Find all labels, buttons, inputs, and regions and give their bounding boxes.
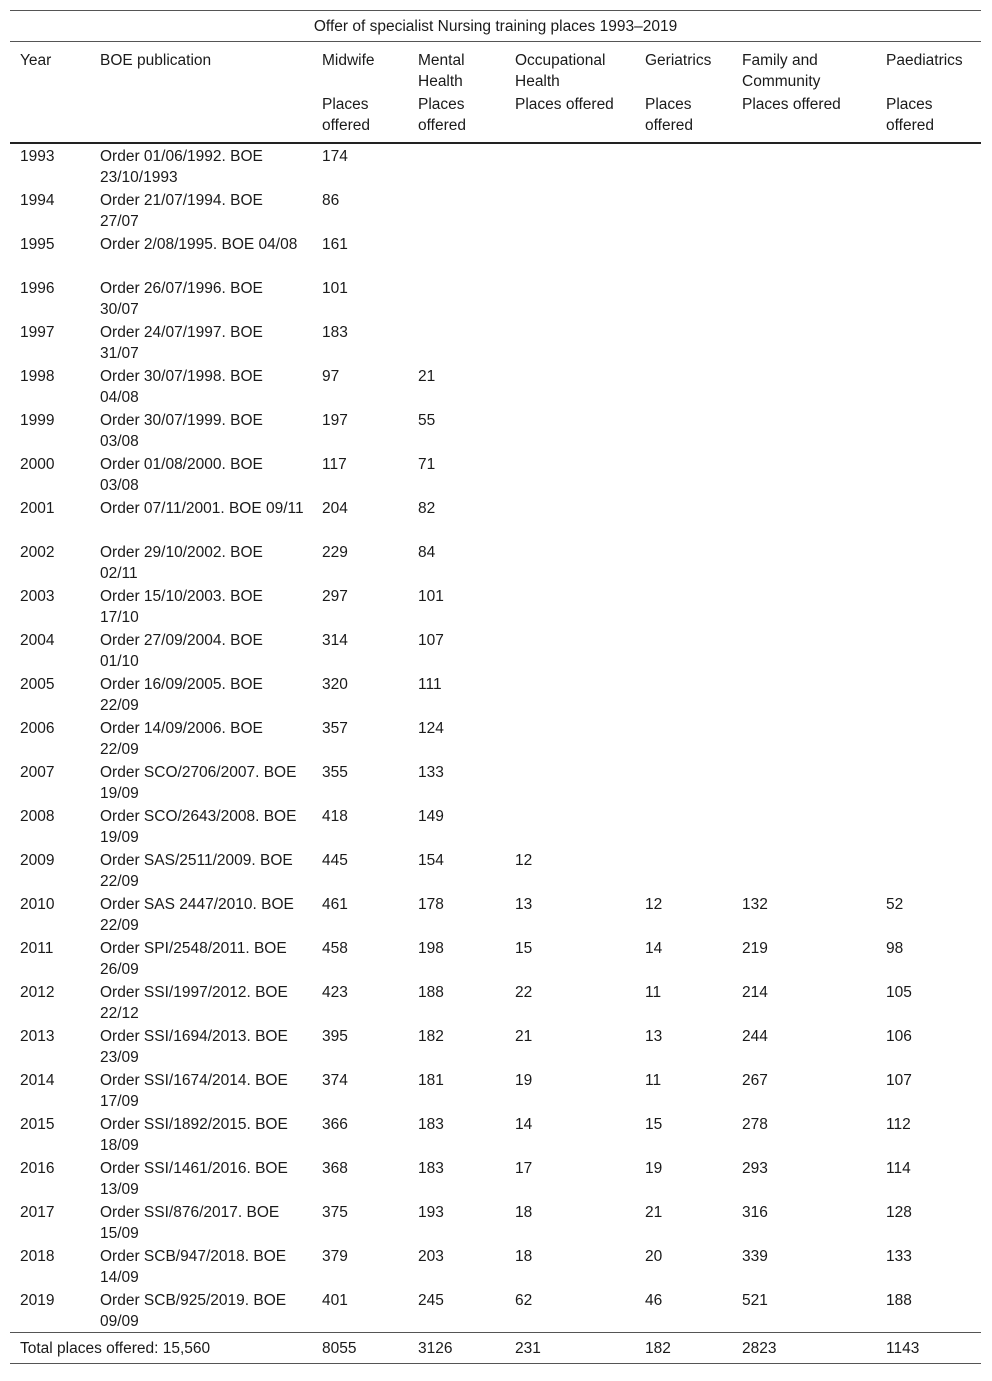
cell-occupational-health [505, 628, 635, 672]
cell-occupational-health [505, 276, 635, 320]
subheader-places-offered: Places offered [408, 92, 505, 143]
cell-geriatrics: 11 [645, 1072, 662, 1089]
cell-mental-health: 107 [418, 632, 444, 649]
cell-family-community [732, 584, 876, 628]
cell-boe-publication: Order SAS/2511/2009. BOE 22/09 [100, 852, 293, 890]
cell-occupational-health [505, 672, 635, 716]
table-row [10, 540, 981, 584]
cell-year: 2002 [20, 544, 55, 561]
cell-family-community [732, 848, 876, 892]
cell-mental-health: 203 [418, 1248, 444, 1265]
cell-geriatrics [635, 188, 732, 232]
total-occupational-health: 231 [505, 1333, 635, 1364]
cell-mental-health: 183 [418, 1160, 444, 1177]
table-row [10, 232, 981, 276]
cell-family-community [732, 364, 876, 408]
cell-family-community [732, 232, 876, 276]
table-row [10, 364, 981, 408]
cell-boe-publication: Order 27/09/2004. BOE 01/10 [100, 632, 263, 670]
cell-midwife: 355 [322, 764, 348, 781]
cell-geriatrics [635, 364, 732, 408]
cell-boe-publication: Order SSI/1892/2015. BOE 18/09 [100, 1116, 288, 1154]
cell-boe-publication: Order SSI/876/2017. BOE 15/09 [100, 1204, 280, 1242]
cell-family-community: 267 [742, 1072, 768, 1089]
cell-family-community [732, 188, 876, 232]
cell-midwife: 374 [322, 1072, 348, 1089]
cell-occupational-health: 18 [515, 1204, 533, 1221]
cell-family-community [732, 408, 876, 452]
cell-midwife: 86 [322, 192, 340, 209]
cell-paediatrics [876, 804, 981, 848]
table-body [10, 143, 981, 1333]
cell-mental-health [408, 143, 505, 188]
header-occupational-health: Occupational Health [515, 52, 606, 90]
cell-boe-publication: Order SCO/2706/2007. BOE 19/09 [100, 764, 297, 802]
header-row [10, 42, 981, 93]
cell-geriatrics: 13 [645, 1028, 663, 1045]
cell-year: 1993 [20, 148, 55, 165]
table-row [10, 672, 981, 716]
cell-occupational-health: 19 [515, 1072, 533, 1089]
cell-midwife: 204 [322, 500, 348, 517]
cell-family-community: 219 [742, 940, 768, 957]
table-row [10, 848, 981, 892]
cell-paediatrics: 112 [886, 1116, 911, 1133]
cell-paediatrics: 106 [886, 1028, 912, 1045]
cell-boe-publication: Order 29/10/2002. BOE 02/11 [100, 544, 263, 582]
cell-year: 2003 [20, 588, 55, 605]
cell-year: 2013 [20, 1028, 55, 1045]
cell-boe-publication: Order SCO/2643/2008. BOE 19/09 [100, 808, 297, 846]
cell-geriatrics [635, 408, 732, 452]
total-label: Total places offered: 15,560 [10, 1333, 312, 1364]
table-row [10, 804, 981, 848]
cell-boe-publication: Order SSI/1461/2016. BOE 13/09 [100, 1160, 288, 1198]
cell-year: 2005 [20, 676, 55, 693]
table-row [10, 1288, 981, 1333]
cell-family-community [732, 143, 876, 188]
cell-paediatrics [876, 672, 981, 716]
cell-paediatrics [876, 628, 981, 672]
cell-geriatrics [635, 628, 732, 672]
cell-midwife: 161 [322, 236, 348, 253]
cell-year: 2015 [20, 1116, 55, 1133]
cell-family-community: 214 [742, 984, 768, 1001]
cell-occupational-health: 62 [515, 1292, 533, 1309]
table-container [10, 10, 981, 1364]
cell-geriatrics: 20 [645, 1248, 663, 1265]
cell-mental-health: 111 [418, 676, 442, 693]
table-row [10, 188, 981, 232]
cell-midwife: 174 [322, 148, 348, 165]
cell-boe-publication: Order 01/06/1992. BOE 23/10/1993 [100, 148, 263, 186]
total-family-community: 2823 [732, 1333, 876, 1364]
total-row [10, 1333, 981, 1364]
cell-geriatrics: 11 [645, 984, 662, 1001]
cell-boe-publication: Order SSI/1674/2014. BOE 17/09 [100, 1072, 288, 1110]
cell-family-community: 278 [742, 1116, 768, 1133]
cell-geriatrics: 15 [645, 1116, 663, 1133]
cell-family-community [732, 716, 876, 760]
table-row [10, 628, 981, 672]
cell-midwife: 183 [322, 324, 348, 341]
cell-mental-health: 55 [418, 412, 436, 429]
subheader-row [10, 92, 981, 143]
cell-geriatrics: 46 [645, 1292, 663, 1309]
cell-occupational-health [505, 408, 635, 452]
cell-occupational-health [505, 452, 635, 496]
subheader-places-offered: Places offered [312, 92, 408, 143]
cell-paediatrics [876, 320, 981, 364]
table-row [10, 1024, 981, 1068]
cell-year: 2004 [20, 632, 55, 649]
cell-year: 1999 [20, 412, 55, 429]
cell-boe-publication: Order 01/08/2000. BOE 03/08 [100, 456, 263, 494]
table-row [10, 496, 981, 540]
cell-midwife: 375 [322, 1204, 348, 1221]
cell-boe-publication: Order 30/07/1998. BOE 04/08 [100, 368, 263, 406]
cell-occupational-health: 15 [515, 940, 533, 957]
table-row [10, 408, 981, 452]
table-row [10, 584, 981, 628]
cell-family-community [732, 672, 876, 716]
subheader-empty [10, 92, 90, 143]
cell-mental-health: 84 [418, 544, 436, 561]
cell-geriatrics: 21 [645, 1204, 663, 1221]
cell-paediatrics [876, 276, 981, 320]
table-row [10, 276, 981, 320]
cell-midwife: 368 [322, 1160, 348, 1177]
specialist-training-table [10, 10, 981, 1364]
table-row [10, 1244, 981, 1288]
cell-geriatrics [635, 452, 732, 496]
cell-family-community: 316 [742, 1204, 768, 1221]
cell-occupational-health: 21 [515, 1028, 533, 1045]
cell-geriatrics [635, 672, 732, 716]
header-midwife: Midwife [322, 52, 375, 69]
cell-geriatrics [635, 716, 732, 760]
cell-occupational-health: 14 [515, 1116, 533, 1133]
cell-year: 2010 [20, 896, 55, 913]
cell-geriatrics [635, 276, 732, 320]
cell-boe-publication: Order 26/07/1996. BOE 30/07 [100, 280, 263, 318]
cell-family-community: 521 [742, 1292, 768, 1309]
cell-mental-health [408, 232, 505, 276]
cell-paediatrics [876, 143, 981, 188]
header-year: Year [20, 52, 52, 69]
cell-geriatrics [635, 540, 732, 584]
cell-boe-publication: Order SCB/925/2019. BOE 09/09 [100, 1292, 287, 1330]
cell-geriatrics: 14 [645, 940, 663, 957]
cell-boe-publication: Order 30/07/1999. BOE 03/08 [100, 412, 263, 450]
cell-geriatrics [635, 760, 732, 804]
cell-year: 2016 [20, 1160, 55, 1177]
cell-geriatrics [635, 320, 732, 364]
cell-mental-health: 183 [418, 1116, 444, 1133]
cell-geriatrics [635, 804, 732, 848]
cell-boe-publication: Order SAS 2447/2010. BOE 22/09 [100, 896, 294, 934]
cell-occupational-health [505, 540, 635, 584]
total-mental-health: 3126 [408, 1333, 505, 1364]
table-title: Offer of specialist Nursing training places 1993–2019 [10, 11, 981, 42]
header-mental-health: Mental Health [418, 52, 465, 90]
table-row [10, 1200, 981, 1244]
cell-midwife: 297 [322, 588, 348, 605]
table-row [10, 892, 981, 936]
cell-paediatrics: 107 [886, 1072, 912, 1089]
cell-boe-publication: Order SCB/947/2018. BOE 14/09 [100, 1248, 287, 1286]
cell-mental-health: 21 [418, 368, 436, 385]
cell-midwife: 458 [322, 940, 348, 957]
cell-paediatrics [876, 716, 981, 760]
cell-occupational-health: 18 [515, 1248, 533, 1265]
cell-occupational-health: 22 [515, 984, 533, 1001]
table-row [10, 1156, 981, 1200]
header-boe: BOE publication [100, 52, 212, 69]
cell-year: 1998 [20, 368, 55, 385]
subheader-places-offered: Places offered [876, 92, 981, 143]
cell-occupational-health [505, 364, 635, 408]
cell-family-community [732, 628, 876, 672]
cell-paediatrics [876, 364, 981, 408]
cell-mental-health: 181 [418, 1072, 444, 1089]
cell-paediatrics [876, 232, 981, 276]
cell-boe-publication: Order 07/11/2001. BOE 09/11 [100, 500, 304, 517]
cell-geriatrics [635, 584, 732, 628]
cell-mental-health [408, 276, 505, 320]
subheader-places-offered: Places offered [505, 92, 635, 143]
cell-boe-publication: Order 24/07/1997. BOE 31/07 [100, 324, 263, 362]
cell-paediatrics [876, 760, 981, 804]
cell-year: 2001 [20, 500, 55, 517]
total-midwife: 8055 [312, 1333, 408, 1364]
header-paediatrics: Paediatrics [886, 52, 963, 69]
cell-boe-publication: Order 15/10/2003. BOE 17/10 [100, 588, 263, 626]
cell-paediatrics: 128 [886, 1204, 912, 1221]
cell-family-community: 132 [742, 896, 768, 913]
cell-midwife: 320 [322, 676, 348, 693]
cell-mental-health: 124 [418, 720, 444, 737]
cell-geriatrics [635, 496, 732, 540]
cell-occupational-health [505, 716, 635, 760]
cell-year: 1995 [20, 236, 55, 253]
cell-year: 2019 [20, 1292, 55, 1309]
cell-mental-health: 245 [418, 1292, 444, 1309]
cell-midwife: 101 [322, 280, 348, 297]
cell-paediatrics [876, 188, 981, 232]
cell-geriatrics [635, 848, 732, 892]
table-title-row [10, 11, 981, 42]
cell-mental-health [408, 188, 505, 232]
cell-boe-publication: Order 21/07/1994. BOE 27/07 [100, 192, 263, 230]
cell-midwife: 229 [322, 544, 348, 561]
cell-paediatrics [876, 408, 981, 452]
cell-geriatrics [635, 143, 732, 188]
cell-family-community [732, 760, 876, 804]
cell-paediatrics: 188 [886, 1292, 912, 1309]
cell-family-community [732, 496, 876, 540]
cell-midwife: 117 [322, 456, 347, 473]
cell-paediatrics: 105 [886, 984, 912, 1001]
cell-occupational-health [505, 320, 635, 364]
table-row [10, 760, 981, 804]
subheader-places-offered: Places offered [635, 92, 732, 143]
cell-family-community [732, 276, 876, 320]
cell-midwife: 314 [322, 632, 348, 649]
cell-paediatrics: 52 [886, 896, 904, 913]
cell-mental-health: 178 [418, 896, 444, 913]
table-row [10, 1112, 981, 1156]
cell-mental-health: 133 [418, 764, 444, 781]
cell-midwife: 366 [322, 1116, 348, 1133]
header-geriatrics: Geriatrics [645, 52, 712, 69]
cell-geriatrics: 19 [645, 1160, 663, 1177]
cell-paediatrics: 114 [886, 1160, 911, 1177]
cell-year: 2018 [20, 1248, 55, 1265]
cell-mental-health: 182 [418, 1028, 444, 1045]
cell-year: 2012 [20, 984, 55, 1001]
cell-midwife: 379 [322, 1248, 348, 1265]
subheader-places-offered: Places offered [732, 92, 876, 143]
cell-occupational-health [505, 188, 635, 232]
cell-occupational-health [505, 496, 635, 540]
cell-midwife: 357 [322, 720, 348, 737]
cell-midwife: 197 [322, 412, 348, 429]
cell-geriatrics [635, 232, 732, 276]
cell-paediatrics [876, 848, 981, 892]
cell-mental-health [408, 320, 505, 364]
cell-paediatrics [876, 496, 981, 540]
cell-midwife: 97 [322, 368, 340, 385]
cell-midwife: 445 [322, 852, 348, 869]
table-row [10, 936, 981, 980]
cell-midwife: 395 [322, 1028, 348, 1045]
cell-occupational-health: 12 [515, 852, 533, 869]
cell-family-community [732, 320, 876, 364]
cell-year: 1997 [20, 324, 55, 341]
table-row [10, 143, 981, 188]
cell-midwife: 418 [322, 808, 348, 825]
cell-mental-health: 198 [418, 940, 444, 957]
table-row [10, 716, 981, 760]
cell-family-community: 244 [742, 1028, 768, 1045]
cell-paediatrics [876, 540, 981, 584]
table-row [10, 452, 981, 496]
cell-mental-health: 101 [418, 588, 444, 605]
table-row [10, 1068, 981, 1112]
header-family-community: Family and Community [742, 52, 821, 90]
cell-occupational-health [505, 143, 635, 188]
cell-year: 2014 [20, 1072, 55, 1089]
cell-boe-publication: Order 14/09/2006. BOE 22/09 [100, 720, 263, 758]
cell-year: 2008 [20, 808, 55, 825]
cell-year: 2011 [20, 940, 54, 957]
cell-occupational-health [505, 232, 635, 276]
cell-midwife: 401 [322, 1292, 348, 1309]
cell-boe-publication: Order SSI/1694/2013. BOE 23/09 [100, 1028, 288, 1066]
cell-mental-health: 193 [418, 1204, 444, 1221]
cell-occupational-health [505, 584, 635, 628]
cell-occupational-health [505, 760, 635, 804]
cell-mental-health: 188 [418, 984, 444, 1001]
table-row [10, 320, 981, 364]
cell-year: 2009 [20, 852, 55, 869]
cell-occupational-health: 13 [515, 896, 533, 913]
cell-year: 1996 [20, 280, 55, 297]
table-row [10, 980, 981, 1024]
cell-paediatrics: 133 [886, 1248, 912, 1265]
cell-boe-publication: Order SSI/1997/2012. BOE 22/12 [100, 984, 288, 1022]
cell-year: 1994 [20, 192, 55, 209]
cell-occupational-health [505, 804, 635, 848]
total-geriatrics: 182 [635, 1333, 732, 1364]
cell-mental-health: 154 [418, 852, 444, 869]
cell-family-community: 293 [742, 1160, 768, 1177]
cell-boe-publication: Order 2/08/1995. BOE 04/08 [100, 236, 298, 253]
cell-occupational-health: 17 [515, 1160, 533, 1177]
cell-mental-health: 149 [418, 808, 444, 825]
cell-midwife: 461 [322, 896, 348, 913]
cell-paediatrics [876, 452, 981, 496]
cell-year: 2006 [20, 720, 55, 737]
cell-family-community [732, 540, 876, 584]
cell-geriatrics: 12 [645, 896, 663, 913]
cell-mental-health: 71 [418, 456, 436, 473]
total-paediatrics: 1143 [876, 1333, 981, 1364]
cell-boe-publication: Order 16/09/2005. BOE 22/09 [100, 676, 263, 714]
subheader-empty [90, 92, 312, 143]
cell-family-community [732, 804, 876, 848]
cell-year: 2017 [20, 1204, 55, 1221]
cell-year: 2000 [20, 456, 55, 473]
cell-year: 2007 [20, 764, 55, 781]
cell-midwife: 423 [322, 984, 348, 1001]
cell-mental-health: 82 [418, 500, 436, 517]
cell-boe-publication: Order SPI/2548/2011. BOE 26/09 [100, 940, 287, 978]
cell-family-community [732, 452, 876, 496]
cell-paediatrics: 98 [886, 940, 904, 957]
cell-family-community: 339 [742, 1248, 768, 1265]
cell-paediatrics [876, 584, 981, 628]
